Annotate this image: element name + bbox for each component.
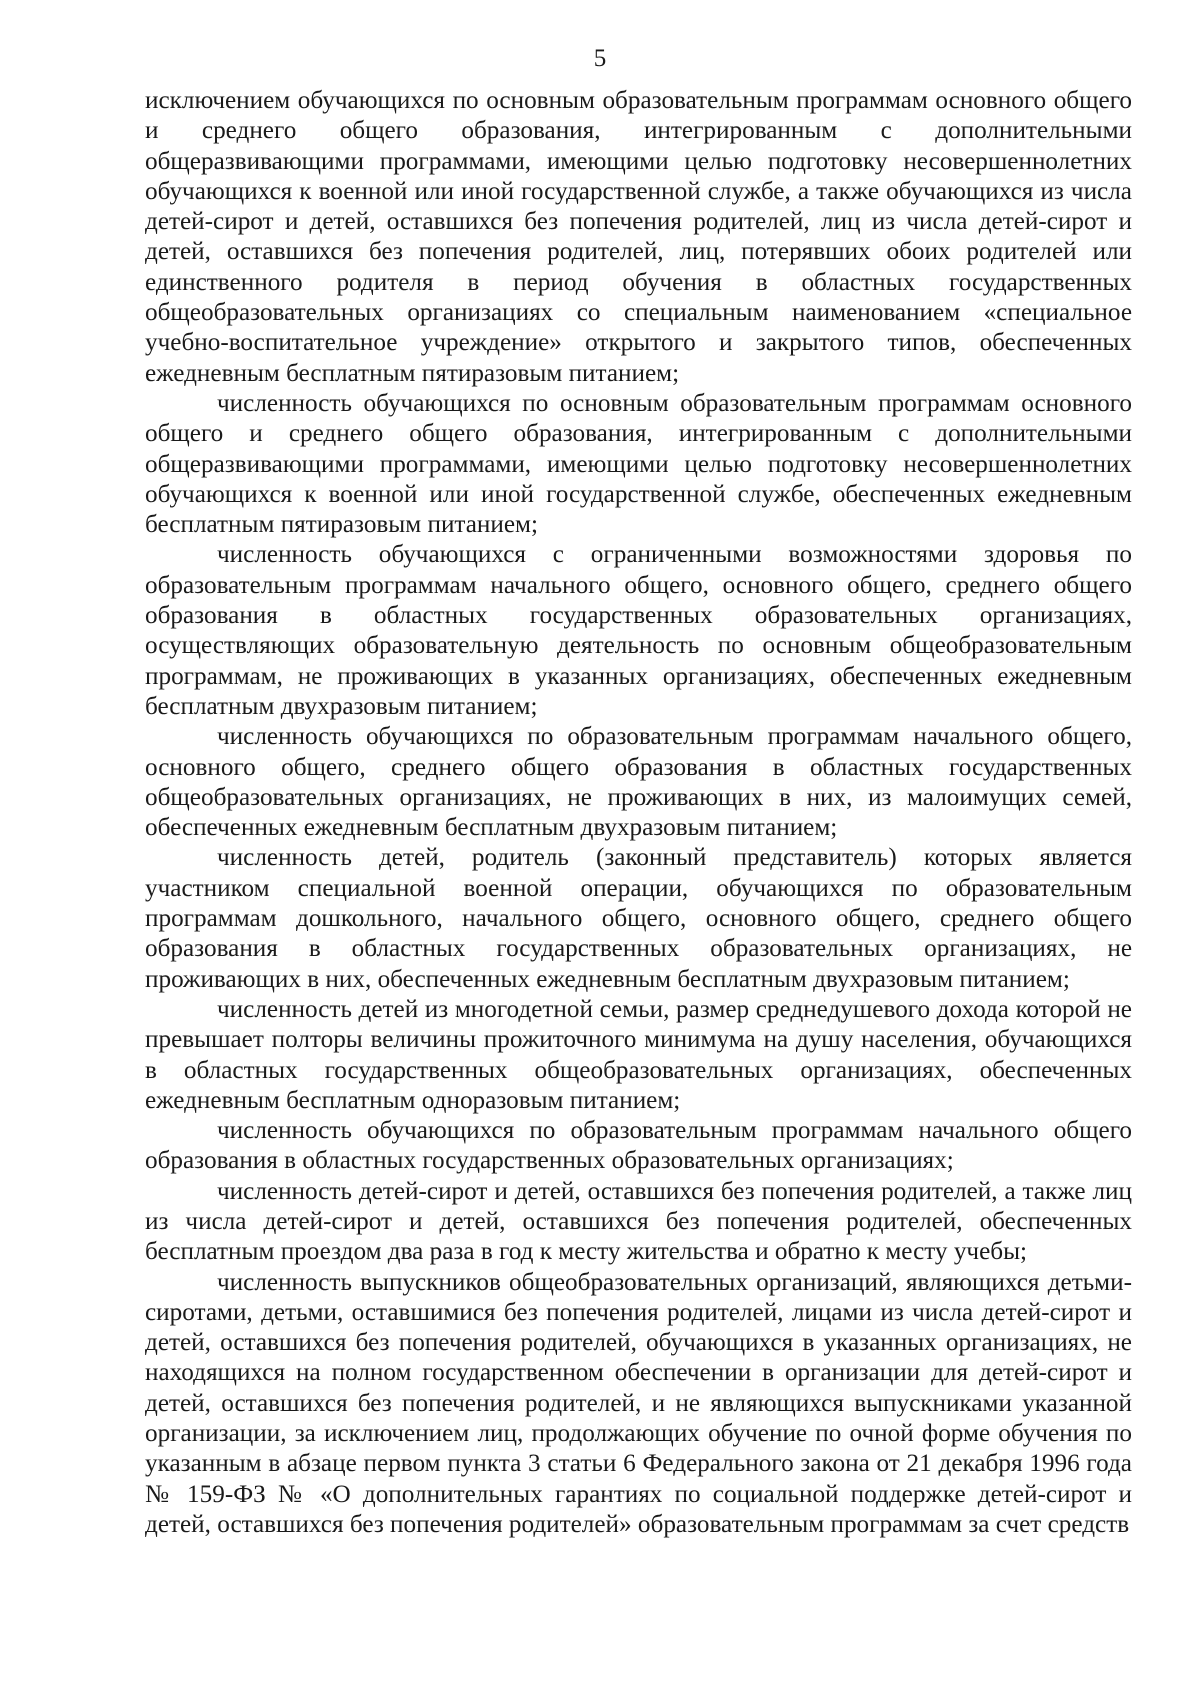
paragraph: численность обучающихся по образовательным программам начального общего, основного общего, среднего общего образования в областных государственных общеобразовательных организациях, не проживающих в них, из малоимущих семей, обеспеченных ежедневным бесплатным двухразовым питанием; xyxy=(145,723,1132,842)
paragraph: численность детей из многодетной семьи, размер среднедушевого дохода которой не превышает полторы величины прожиточного минимума на душу населения, обучающихся в областных государственных общеобразовательных организациях, обеспеченных ежедневным бесплатным одноразовым питанием; xyxy=(145,995,1132,1114)
paragraph: численность обучающихся по образовательным программам начального общего образования в областных государственных образовательных организациях; xyxy=(145,1117,1132,1175)
paragraph: численность обучающихся по основным образовательным программам основного общего и среднего общего образования, интегрированным с дополнительными общеразвивающими программами, имеющими целью подготовку несовершеннолетних обучающихся к военной или иной государственной службе, обеспеченных ежедневным бесплатным пятиразовым питанием; xyxy=(145,389,1132,539)
page-number: 5 xyxy=(593,45,607,72)
paragraph-continuation: исключением обучающихся по основным образовательным программам основного общего и среднего общего образования, интегрированным с дополнительными общеразвивающими программами, имеющими целью подготовку несовершеннолетних обучающихся к военной или иной государственной службе, а также обучающихся из числа детей-сирот и детей, оставшихся без попечения родителей, лиц из числа детей-сирот и детей, оставшихся без попечения родителей, лиц, потерявших обоих родителей или единственного родителя в период обучения в областных государственных общеобразовательных организациях со специальным наименованием «специальное учебно-воспитательное учреждение» открытого и закрытого типов, обеспеченных ежедневным бесплатным пятиразовым питанием; xyxy=(145,87,1132,387)
paragraph: численность детей-сирот и детей, оставшихся без попечения родителей, а также лиц из числа детей-сирот и детей, оставшихся без попечения родителей, обеспеченных бесплатным проездом два раза в год к месту жительства и обратно к месту учебы; xyxy=(145,1177,1132,1266)
paragraph: численность обучающихся с ограниченными возможностями здоровья по образовательным программам начального общего, основного общего, среднего общего образования в областных государственных образовательных организациях, осуществляющих образовательную деятельность по основным общеобразовательным программам, не проживающих в указанных организациях, обеспеченных ежедневным бесплатным двухразовым питанием; xyxy=(145,541,1132,720)
document-body xyxy=(145,86,1132,1540)
paragraph: численность детей, родитель (законный представитель) которых является участником специальной военной операции, обучающихся по образовательным программам дошкольного, начального общего, основного общего, среднего общего образования в областных государственных образовательных организациях, не проживающих в них, обеспеченных ежедневным бесплатным двухразовым питанием; xyxy=(145,844,1132,993)
paragraph: численность выпускников общеобразовательных организаций, являющихся детьми-сиротами, детьми, оставшимися без попечения родителей, лицами из числа детей-сирот и детей, оставшихся без попечения родителей, обучающихся в указанных организациях, не находящихся на полном государственном обеспечении в организации для детей-сирот и детей, оставшихся без попечения родителей, и не являющихся выпускниками указанной организации, за исключением лиц, продолжающих обучение по очной форме обучения по указанным в абзаце первом пункта 3 статьи 6 Федерального закона от 21 декабря 1996 года № 159-ФЗ № «О дополнительных гарантиях по социальной поддержке детей-сирот и детей, оставшихся без попечения родителей» образовательным программам за счет средств xyxy=(145,1268,1132,1538)
